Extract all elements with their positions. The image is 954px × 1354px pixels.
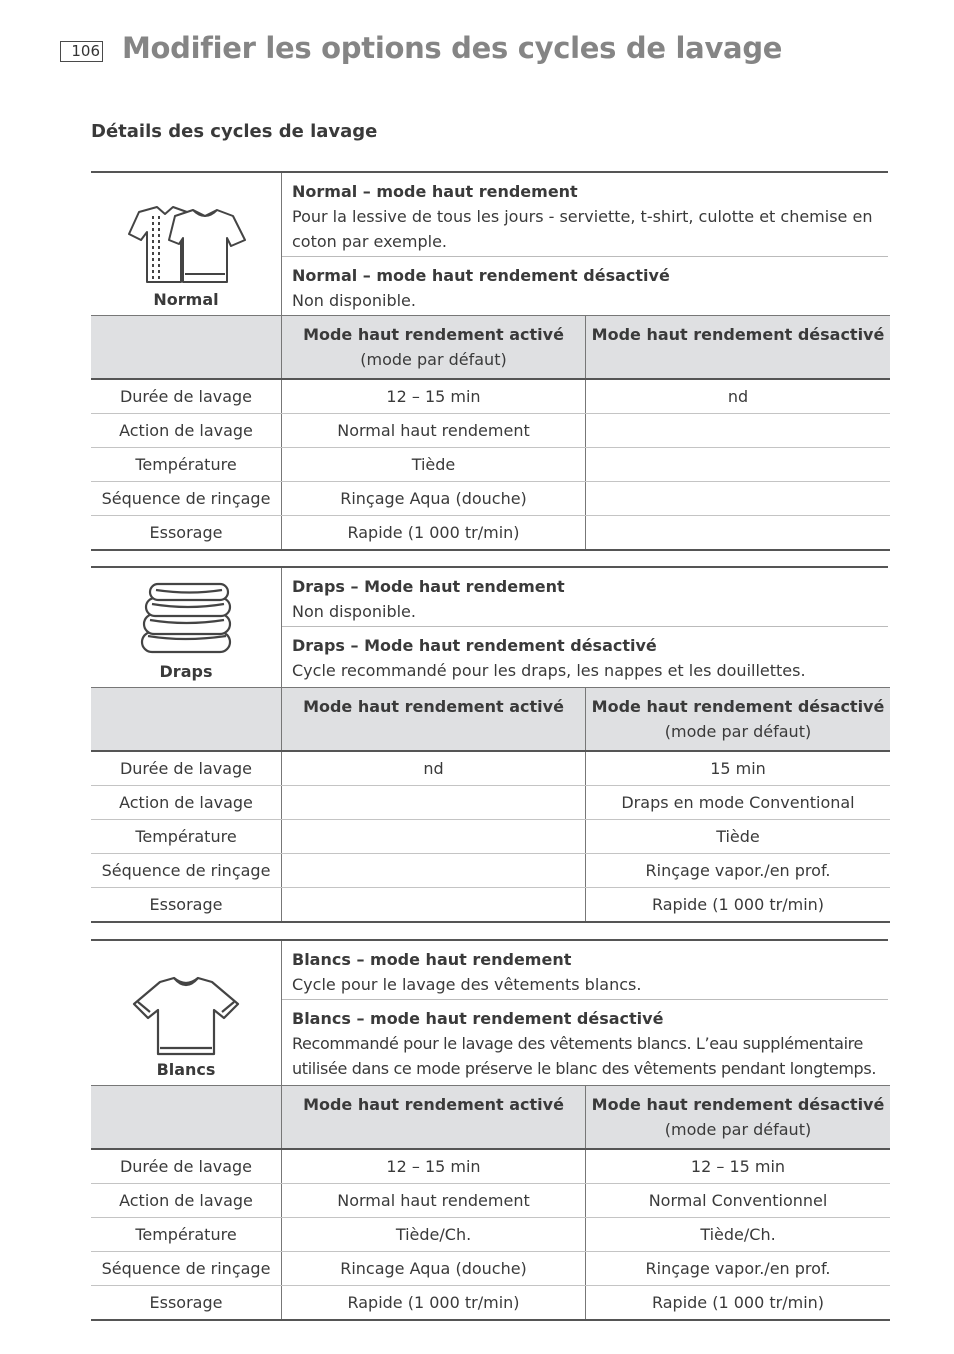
row-label: Action de lavage <box>91 786 282 820</box>
cell-mode-off: Rinçage vapor./en prof. <box>586 854 891 888</box>
cycle-label: Draps <box>159 662 213 681</box>
cell-mode-on: Normal haut rendement <box>282 414 586 448</box>
table-row <box>91 414 890 448</box>
cycle-specs-table <box>91 687 890 923</box>
desc-title: Draps – Mode haut rendement désactivé <box>292 636 657 655</box>
cycle-icon-cell <box>91 567 282 687</box>
header-text: Mode haut rendement activé <box>303 697 564 716</box>
cell-mode-off: 12 – 15 min <box>586 1149 891 1184</box>
desc-title: Blancs – mode haut rendement désactivé <box>292 1009 664 1028</box>
header-mode-on <box>282 688 586 752</box>
header-mode-off <box>586 688 891 752</box>
cell-mode-on <box>282 820 586 854</box>
cell-mode-off: Normal Conventionnel <box>586 1184 891 1218</box>
row-label: Essorage <box>91 888 282 923</box>
header-empty <box>91 688 282 752</box>
cell-mode-off: Tiède/Ch. <box>586 1218 891 1252</box>
table-row <box>91 786 890 820</box>
cell-mode-on <box>282 786 586 820</box>
page-title: Modifier les options des cycles de lavage <box>122 31 783 65</box>
header-subtext: (mode par défaut) <box>664 722 812 741</box>
cell-mode-off: nd <box>586 379 891 414</box>
cell-mode-on: Rincage Aqua (douche) <box>282 1252 586 1286</box>
header-text: Mode haut rendement activé <box>303 1095 564 1114</box>
header-subtext: (mode par défaut) <box>664 1120 812 1139</box>
row-label: Séquence de rinçage <box>91 482 282 516</box>
cell-mode-off <box>586 414 891 448</box>
cell-mode-on: Rapide (1 000 tr/min) <box>282 1286 586 1321</box>
header-text: Mode haut rendement désactivé <box>591 697 885 716</box>
tshirt-icon <box>130 976 242 1056</box>
desc-text: Non disponible. <box>292 602 416 621</box>
section-title: Détails des cycles de lavage <box>91 121 378 142</box>
desc-text: Cycle recommandé pour les draps, les nappes et les douillettes. <box>292 661 806 680</box>
cell-mode-on: 12 – 15 min <box>282 379 586 414</box>
cell-mode-off: Rapide (1 000 tr/min) <box>586 1286 891 1321</box>
row-label: Température <box>91 1218 282 1252</box>
row-label: Durée de lavage <box>91 751 282 786</box>
desc-high-efficiency-off <box>282 257 889 316</box>
cell-mode-off: Rinçage vapor./en prof. <box>586 1252 891 1286</box>
row-label: Température <box>91 820 282 854</box>
row-label: Température <box>91 448 282 482</box>
header-text: Mode haut rendement désactivé <box>591 1095 885 1114</box>
desc-text: Pour la lessive de tous les jours - serviette, t-shirt, culotte et chemise en coton par exemple. <box>292 207 873 251</box>
cycle-blancs <box>91 939 888 1321</box>
row-label: Séquence de rinçage <box>91 1252 282 1286</box>
cell-mode-off <box>586 448 891 482</box>
cycle-icon-cell <box>91 940 282 1085</box>
table-row <box>91 482 890 516</box>
table-row <box>91 1149 890 1184</box>
cell-mode-on: Rinçage Aqua (douche) <box>282 482 586 516</box>
table-row <box>91 751 890 786</box>
header-empty <box>91 1086 282 1150</box>
cycle-normal <box>91 171 888 551</box>
table-row <box>91 1218 890 1252</box>
cell-mode-off: Tiède <box>586 820 891 854</box>
desc-title: Normal – mode haut rendement désactivé <box>292 266 670 285</box>
row-label: Essorage <box>91 1286 282 1321</box>
shirts-icon <box>125 204 247 286</box>
table-row <box>91 1286 890 1321</box>
table-row <box>91 820 890 854</box>
cell-mode-on: Normal haut rendement <box>282 1184 586 1218</box>
cycle-icon-cell <box>91 172 282 315</box>
desc-high-efficiency-off <box>282 627 889 688</box>
cycle-draps <box>91 566 888 923</box>
cell-mode-on <box>282 854 586 888</box>
cycle-specs-table <box>91 1085 890 1321</box>
desc-text: Recommandé pour le lavage des vêtements blancs. L’eau supplémentaire utilisée dans ce mode préserve le blanc des vêtements pendant longtemps. <box>292 1034 877 1078</box>
desc-high-efficiency-off <box>282 1000 889 1086</box>
cell-mode-off <box>586 516 891 551</box>
desc-text: Non disponible. <box>292 291 416 310</box>
desc-title: Blancs – mode haut rendement <box>292 950 572 969</box>
desc-high-efficiency <box>282 567 889 627</box>
cycle-description <box>91 566 888 687</box>
page-number: 106 <box>60 41 103 62</box>
desc-text: Cycle pour le lavage des vêtements blancs. <box>292 975 642 994</box>
row-label: Durée de lavage <box>91 379 282 414</box>
desc-high-efficiency <box>282 940 889 1000</box>
cycle-specs-table <box>91 315 890 551</box>
cell-mode-off: 15 min <box>586 751 891 786</box>
table-row <box>91 516 890 551</box>
desc-title: Normal – mode haut rendement <box>292 182 578 201</box>
table-row <box>91 888 890 923</box>
row-label: Durée de lavage <box>91 1149 282 1184</box>
cell-mode-on: 12 – 15 min <box>282 1149 586 1184</box>
table-row <box>91 1252 890 1286</box>
header-mode-on <box>282 316 586 380</box>
desc-high-efficiency <box>282 172 889 257</box>
header-text: Mode haut rendement désactivé <box>591 325 885 344</box>
row-label: Action de lavage <box>91 1184 282 1218</box>
row-label: Séquence de rinçage <box>91 854 282 888</box>
header-mode-on <box>282 1086 586 1150</box>
cell-mode-off <box>586 482 891 516</box>
cycle-label: Normal <box>153 290 219 309</box>
table-row <box>91 1184 890 1218</box>
specs-header-row <box>91 1086 890 1150</box>
row-label: Action de lavage <box>91 414 282 448</box>
cell-mode-on <box>282 888 586 923</box>
specs-header-row <box>91 316 890 380</box>
cell-mode-on: Tiède <box>282 448 586 482</box>
cycle-label: Blancs <box>156 1060 216 1079</box>
header-mode-off <box>586 1086 891 1150</box>
cell-mode-on: Tiède/Ch. <box>282 1218 586 1252</box>
desc-title: Draps – Mode haut rendement <box>292 577 565 596</box>
cycle-description <box>91 939 888 1085</box>
cell-mode-off: Rapide (1 000 tr/min) <box>586 888 891 923</box>
cycle-description <box>91 171 888 315</box>
header-mode-off <box>586 316 891 380</box>
table-row <box>91 379 890 414</box>
folded-sheets-icon <box>134 580 238 658</box>
table-row <box>91 448 890 482</box>
table-row <box>91 854 890 888</box>
cell-mode-on: nd <box>282 751 586 786</box>
row-label: Essorage <box>91 516 282 551</box>
header-empty <box>91 316 282 380</box>
header-text: Mode haut rendement activé <box>303 325 564 344</box>
cell-mode-off: Draps en mode Conventional <box>586 786 891 820</box>
cell-mode-on: Rapide (1 000 tr/min) <box>282 516 586 551</box>
specs-header-row <box>91 688 890 752</box>
header-subtext: (mode par défaut) <box>360 350 507 369</box>
